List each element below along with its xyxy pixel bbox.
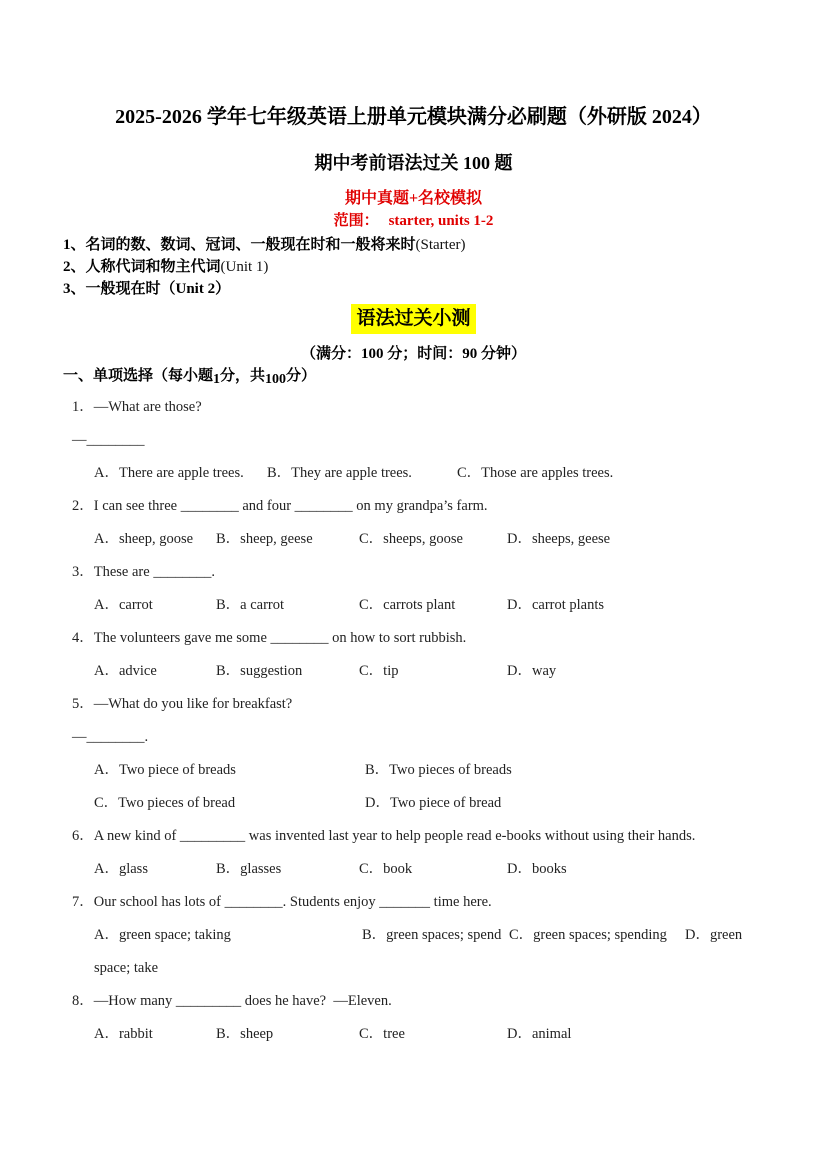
options-row <box>72 787 767 820</box>
section-prefix: 一、单项选择（每小题 <box>63 368 214 384</box>
banner-exam-type: 期中真题+名校模拟 <box>344 190 483 207</box>
option-a: A．Two piece of breads <box>94 762 236 778</box>
answer-blank-line: —________ <box>72 432 145 448</box>
option-c: C．Those are apples trees. <box>457 465 614 481</box>
quiz-title-highlight: 语法过关小测 <box>351 304 475 334</box>
topic-text-zh: 3、一般现在时（Unit 2） <box>63 281 231 297</box>
option-b: B．green spaces; spend <box>362 927 502 943</box>
question-stem: 7．Our school has lots of ________. Students enjoy _______ time here. <box>72 894 492 910</box>
option-b: B．a carrot <box>216 597 285 613</box>
question-4 <box>72 622 767 688</box>
question-stem: 8．—How many _________ does he have? —Eleven. <box>72 993 392 1009</box>
question-stem: 6．A new kind of _________ was invented last year to help people read e-books without using their hands. <box>72 828 696 844</box>
section-mid: 分，共 <box>220 368 266 384</box>
doc-title: 2025-2026 学年七年级英语上册单元模块满分必刷题（外研版 2024） <box>115 106 712 128</box>
option-a: A．green space; taking <box>94 927 231 943</box>
topic-text-zh: 1、名词的数、数词、冠词、一般现在时和一般将来时 <box>63 237 416 253</box>
options-row <box>72 655 767 688</box>
question-1 <box>72 391 767 490</box>
option-d: D．animal <box>507 1026 572 1042</box>
option-d: D．sheeps, geese <box>507 531 611 547</box>
topic-item-2 <box>63 256 827 278</box>
options-row <box>72 457 767 490</box>
options-row <box>72 523 767 556</box>
options-row <box>72 853 767 886</box>
quiz-title-wrap <box>0 304 827 334</box>
question-stem: 3．These are ________. <box>72 564 215 580</box>
topic-item-1 <box>63 234 827 256</box>
option-c: C．sheeps, goose <box>359 531 463 547</box>
section-heading <box>63 365 827 388</box>
option-d: D．carrot plants <box>507 597 605 613</box>
banner-scope <box>0 210 827 232</box>
topic-item-3 <box>63 278 827 300</box>
options-row <box>72 589 767 622</box>
topic-text-en: (Starter) <box>415 237 466 253</box>
option-c: C．carrots plant <box>359 597 456 613</box>
question-stem: 5．—What do you like for breakfast? <box>72 696 293 712</box>
option-d: D．way <box>507 663 557 679</box>
per-question-score: 1 <box>213 372 221 387</box>
option-c: C．tip <box>359 663 399 679</box>
options-row <box>72 1018 767 1051</box>
option-a: A．rabbit <box>94 1026 153 1042</box>
option-a: A．sheep, goose <box>94 531 194 547</box>
quiz-meta: （满分：100 分；时间：90 分钟） <box>300 346 526 362</box>
question-8 <box>72 985 767 1051</box>
option-d: D．Two piece of bread <box>365 795 502 811</box>
option-b: B．sheep <box>216 1026 274 1042</box>
question-stem: 4．The volunteers gave me some ________ on how to sort rubbish. <box>72 630 467 646</box>
answer-blank-line: —________. <box>72 729 149 745</box>
option-d: D．green <box>685 927 743 943</box>
option-a: A．There are apple trees. <box>94 465 244 481</box>
topic-text-zh: 2、人称代词和物主代词 <box>63 259 221 275</box>
option-c: C．green spaces; spending <box>509 927 667 943</box>
question-2 <box>72 490 767 556</box>
section-suffix: 分） <box>286 368 317 384</box>
option-b: B．Two pieces of breads <box>365 762 512 778</box>
option-d-continued: space; take <box>94 960 159 976</box>
options-row-continuation <box>72 952 767 985</box>
question-3 <box>72 556 767 622</box>
option-b: B．suggestion <box>216 663 303 679</box>
options-row <box>72 919 767 952</box>
option-c: C．Two pieces of bread <box>94 795 236 811</box>
option-a: A．advice <box>94 663 157 679</box>
doc-subtitle: 期中考前语法过关 100 题 <box>314 153 513 173</box>
scope-value: starter, units 1-2 <box>388 213 494 229</box>
topic-text-en: (Unit 1) <box>220 259 269 275</box>
question-list <box>72 391 767 1051</box>
question-7 <box>72 886 767 985</box>
total-score: 100 <box>265 372 287 387</box>
option-b: B．sheep, geese <box>216 531 313 547</box>
option-b: B．They are apple trees. <box>267 465 412 481</box>
question-6 <box>72 820 767 886</box>
topic-list <box>63 234 827 300</box>
option-a: A．glass <box>94 861 148 877</box>
option-c: C．tree <box>359 1026 405 1042</box>
option-c: C．book <box>359 861 413 877</box>
option-d: D．books <box>507 861 567 877</box>
question-stem: 1．—What are those? <box>72 399 202 415</box>
question-stem: 2．I can see three ________ and four ________ on my grandpa’s farm. <box>72 498 488 514</box>
question-5 <box>72 688 767 820</box>
scope-label: 范围： <box>333 213 379 229</box>
options-row <box>72 754 767 787</box>
option-a: A．carrot <box>94 597 153 613</box>
option-b: B．glasses <box>216 861 282 877</box>
